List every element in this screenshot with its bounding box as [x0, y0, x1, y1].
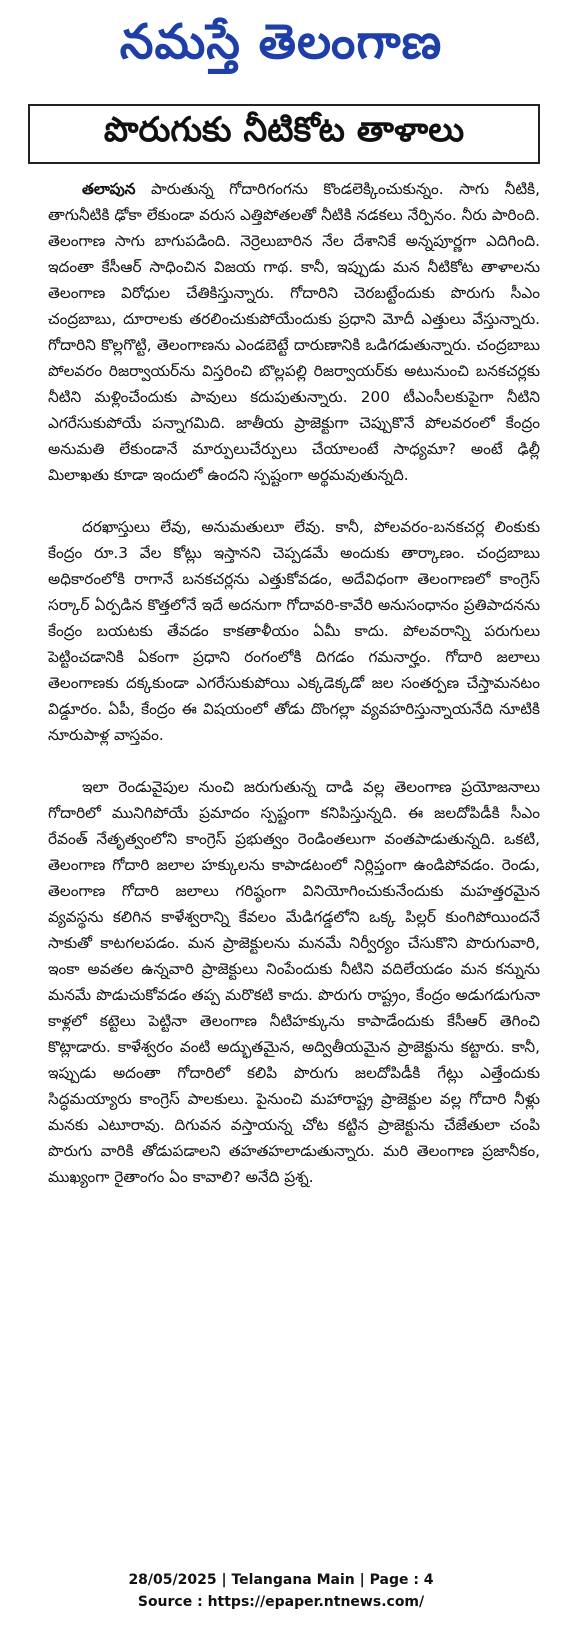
article-headline-box	[28, 104, 540, 164]
footer-source: Source : https://epaper.ntnews.com/	[137, 1594, 425, 1610]
lead-word: తలాపున	[82, 180, 136, 198]
paragraph-1-text: పారుతున్న గోదారిగంగను కొండలెక్కించుకున్నం. సాగు నీటికి, తాగునీటికి ఢోకా లేకుండా వరుస ఎత్తిపోతలతో నీటికి నడకలు నేర్పినం. నీరు పారింది. తెలంగాణ సాగు బాగుపడింది. నెర్రెలుబారిన నేల దేశానికే అన్నపూర్ణగా ఎదిగింది. ఇదంతా కేసీఆర్ సాధించిన విజయ గాథ. కానీ, ఇప్పుడు మన నీటికోట తాళాలను తెలంగాణ విరోధుల చేతికిస్తున్నారు. గోదారిని చెరబట్టేందుకు పొరుగు సీఎం చంద్రబాబు, దూరాలకు తరలించుకుపోయేందుకు ప్రధాని మోదీ ఎత్తులు వేస్తున్నారు. గోదారిని కొల్లగొట్టి, తెలంగాణను ఎండబెట్టే దారుణానికి ఒడిగడుతున్నారు. చంద్రబాబు పోలవరం రిజర్వాయర్‌ను విస్తరించి బొల్లపల్లి రిజర్వాయర్‌కు అటునుంచి బనకచర్లకు నీటిని మళ్లించేందుకు పావులు కదుపుతున్నారు. 200 టీఎంసీలకుపైగా నీటిని ఎగరేసుకుపోయే పన్నాగమిది. జాతీయ ప్రాజెక్టుగా చెప్పుకొనే పోలవరంలో కేంద్రం అనుమతి లేకుండానే మార్పులుచేర్పులు చేయాలంటే సాధ్యమా? అంటే ఢిల్లీ మిలాఖతు కూడా ఇందులో ఉందని స్పష్టంగా అర్థమవుతున్నది.	[48, 180, 540, 484]
masthead-title: నమస్తే తెలంగాణ	[119, 14, 443, 70]
footer-date-page: 28/05/2025 | Telangana Main | Page : 4	[128, 1572, 434, 1588]
article-body	[48, 176, 540, 1190]
article-headline: పొరుగుకు నీటికోట తాళాలు	[103, 110, 465, 150]
article-paragraph-1	[48, 176, 540, 488]
paragraph-2-text: దరఖాస్తులు లేవు, అనుమతులూ లేవు. కానీ, పోలవరం-బనకచర్ల లింకుకు కేంద్రం రూ.3 వేల కోట్లు ఇస్తానని చెప్పడమే అందుకు తార్కాణం. చంద్రబాబు అధికారంలోకి రాగానే బనకచర్లను ఎత్తుకోవడం, అదేవిధంగా తెలంగాణలో కాంగ్రెస్ సర్కార్ ఏర్పడిన కొత్తలోనే ఇదే అదనుగా గోదావరి-కావేరి అనుసంధానం ప్రతిపాదనను కేంద్రం బయటకు తేవడం కాకతాళీయం ఏమీ కాదు. పోలవరాన్ని పరుగులు పెట్టించడానికి ఏకంగా ప్రధాని రంగంలోకి దిగడం గమనార్హం. గోదారి జలాలు తెలంగాణకు దక్కకుండా ఎగరేసుకుపోయి ఎక్కడెక్కడో జల సంతర్పణ చేస్తామనటం విడ్డూరం. ఏపీ, కేంద్రం ఈ విషయంలో తోడు దొంగల్లా వ్యవహరిస్తున్నాయనేది నూటికి నూరుపాళ్ల వాస్తవం.	[48, 518, 540, 744]
article-paragraph-3	[48, 774, 540, 1190]
article-paragraph-2	[48, 514, 540, 748]
paragraph-3-text: ఇలా రెండువైపుల నుంచి జరుగుతున్న దాడి వల్ల తెలంగాణ ప్రయోజనాలు గోదారిలో మునిగిపోయే ప్రమాదం స్పష్టంగా కనిపిస్తున్నది. ఈ జలదోపిడీకి సీఎం రేవంత్ నేతృత్వంలోని కాంగ్రెస్ ప్రభుత్వం రెండింతలుగా వంతపాడుతున్నది. ఒకటి, తెలంగాణ గోదారి జలాల హక్కులను కాపాడటంలో నిర్లిప్తంగా ఉండిపోవడం. రెండు, తెలంగాణ గోదారి జలాలు గరిష్ఠంగా వినియోగించుకునేందుకు మహత్తరమైన వ్యవస్థను కలిగిన కాళేశ్వరాన్ని కేవలం మేడిగడ్డలోని ఒక్క పిల్లర్ కుంగిపోయిందనే సాకుతో కాటగలపడం. మన ప్రాజెక్టులను మనమే నిర్వీర్యం చేసుకొని పొరుగువారి, ఇంకా అవతల ఉన్నవారి ప్రాజెక్టులు నింపేందుకు నీటిని వదిలేయడం మన కన్నును మనమే పొడుచుకోవడం తప్ప మరొకటి కాదు. పొరుగు రాష్ట్రం, కేంద్రం అడుగడుగునా కాళ్లలో కట్టెలు పెట్టినా తెలంగాణ నీటిహక్కును కాపాడేందుకు కేసీఆర్ తెగించి కొట్లాడారు. కాళేశ్వరం వంటి అద్భుతమైన, అద్వితీయమైన ప్రాజెక్టును కట్టారు. కానీ, ఇప్పుడు అదంతా గోదారిలో కలిపి పొరుగు జలదోపిడీకి గేట్లు ఎత్తేందుకు సిద్ధమయ్యారు కాంగ్రెస్ పాలకులు. పైనుంచి మహారాష్ట్ర ప్రాజెక్టుల వల్ల గోదారి నీళ్లు మనకు ఎటూరావు. దిగువన వస్తాయన్న చోట కట్టిన ప్రాజెక్టును చేజేతులా చంపి పొరుగు వారికి తోడుపడాలని తహతహలాడుతున్నారు. మరి తెలంగాణ ప్రజానీకం, ముఖ్యంగా రైతాంగం ఏం కావాలి? అనేది ప్రశ్న.	[48, 778, 540, 1186]
